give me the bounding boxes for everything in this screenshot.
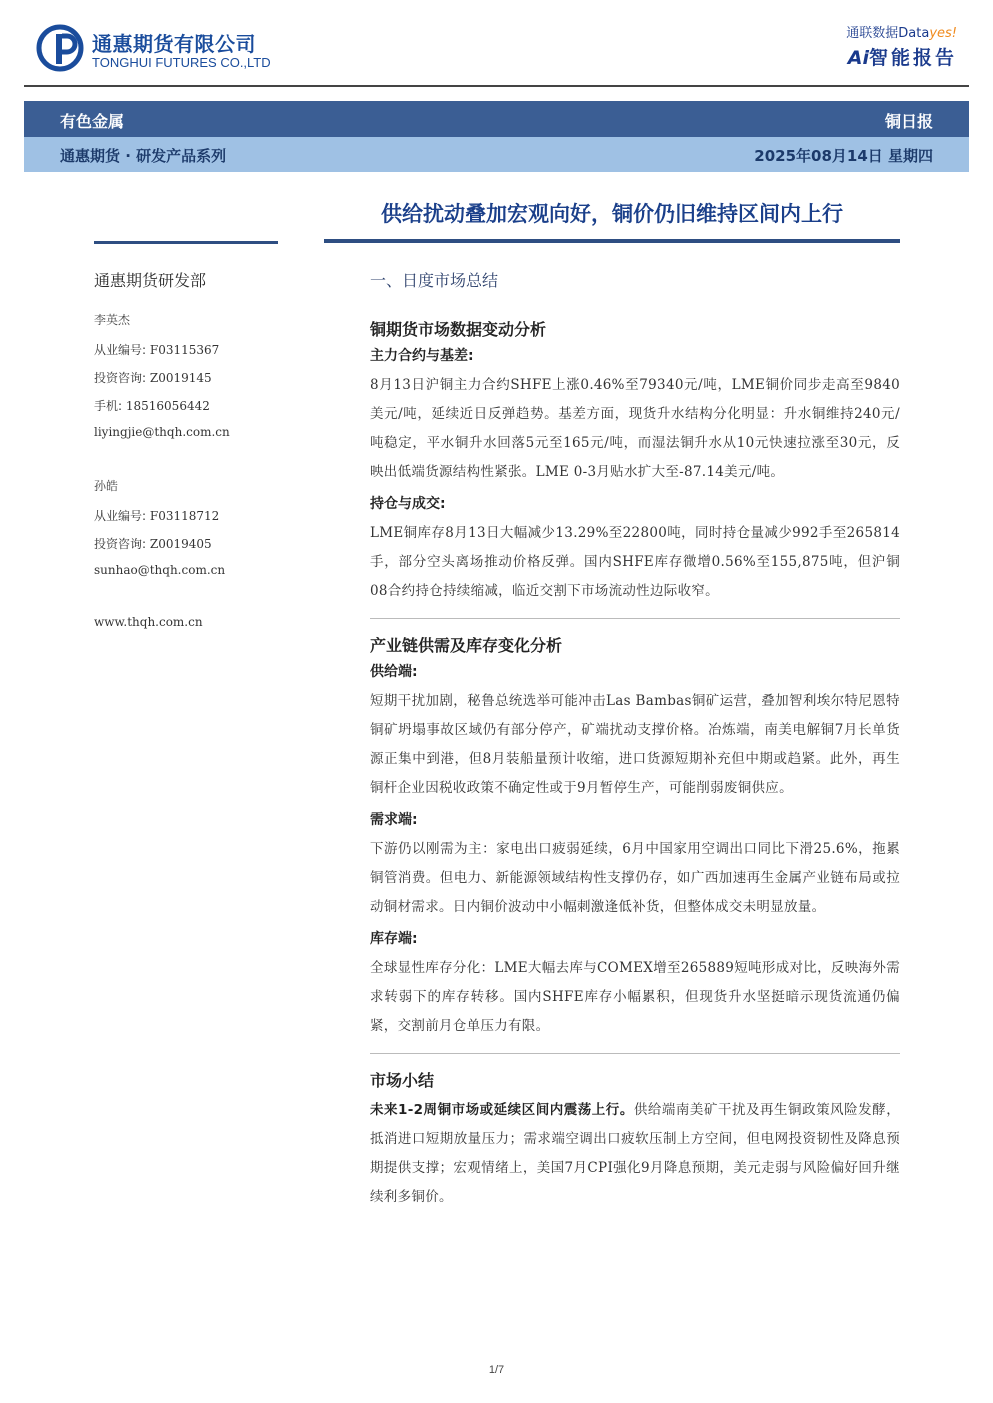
phone-value: 18516056442 [125,399,210,413]
website-link[interactable]: www.thqh.com.cn [94,615,203,629]
advisory-label: 投资咨询: [94,371,147,385]
paragraph: 全球显性库存分化：LME大幅去库与COMEX增至265889短吨形成对比，反映海外需求转弱下的库存转移。国内SHFE库存小幅累积，但现货升水坚挺暗示现货流通仍偏紧，交割前月仓单压力有限。 [370,960,900,1034]
license-label: 从业编号: [94,509,147,523]
department-name: 通惠期货研发部 [94,271,207,290]
report-headline: 供给扰动叠加宏观向好，铜价仍旧维持区间内上行 [381,202,843,226]
page-number: 1/7 [488,1364,505,1376]
paragraph: 下游仍以刚需为主：家电出口疲弱延续，6月中国家用空调出口同比下滑25.6%，拖累铜管消费。但电力、新能源领域结构性支撑仍存，如广西加速再生金属产业链布局或拉动铜材需求。日内铜价波动中小幅刺激逢低补货，但整体成交未明显放量。 [370,841,900,915]
summary-lead: 未来1-2周铜市场或延续区间内震荡上行。 [370,1102,634,1118]
brand-bottom-text: 智能报告 [868,47,957,69]
paragraph-heading: 主力合约与基差: [370,348,474,364]
brand-ai: Ai [847,47,869,69]
paragraph: 8月13日沪铜主力合约SHFE上涨0.46%至79340元/吨，LME铜价同步走高至9840美元/吨，延续近日反弹趋势。基差方面，现货升水结构分化明显：升水铜维持240元/吨稳定，平水铜升水回落5元至165元/吨，而湿法铜升水从10元快速拉涨至30元，反映出低端货源结构性紧张。LME 0-3月贴水扩大至-87.14美元/吨。 [370,377,900,480]
report-body [370,268,900,1212]
analyst-advisory [94,369,284,397]
analyst-card [94,311,284,453]
brand-top [817,22,957,41]
analyst-name: 孙皓 [94,479,119,493]
section-title: 一、日度市场总结 [370,271,499,290]
brand-top-yes: yes! [929,26,957,41]
license-value: F03115367 [149,343,220,357]
phone-label: 手机: [94,399,123,413]
section-divider [370,618,900,619]
report-type-label: 铜日报 [884,112,933,131]
license-label: 从业编号: [94,343,147,357]
category-label: 有色金属 [60,112,125,131]
summary-paragraph [370,1096,900,1212]
paragraph-heading: 库存端: [370,931,418,947]
header-divider [24,85,969,87]
main-top-rule [324,239,900,243]
brand-top-cn: 通联数据 [846,26,899,41]
advisory-value: Z0019145 [149,371,212,385]
analyst-name: 李英杰 [94,313,131,327]
paragraph-heading: 持仓与成交: [370,496,446,512]
subsection-title: 铜期货市场数据变动分析 [370,320,547,339]
paragraph-heading: 需求端: [370,812,418,828]
analyst-advisory [94,535,284,563]
company-name-cn: 通惠期货有限公司 [92,32,256,56]
license-value: F03118712 [149,509,220,523]
summary-text: 供给端南美矿干扰及再生铜政策风险发酵，抵消进口短期放量压力；需求端空调出口疲软压制上方空间，但电网投资韧性及降息预期提供支撑；宏观情绪上，美国7月CPI强化9月降息预期，美元走弱与风险偏好回升继续利多铜价。 [370,1102,900,1205]
report-date: 2025年08月14日 星期四 [754,147,933,165]
analyst-card [94,477,284,591]
brand-bottom [817,43,957,70]
brand-block [817,22,957,72]
subsection-title: 市场小结 [370,1071,435,1090]
analyst-phone [94,397,284,425]
subsection-title: 产业链供需及库存变化分析 [370,636,563,655]
paragraph: 短期干扰加剧，秘鲁总统选举可能冲击Las Bambas铜矿运营，叠加智利埃尔特尼恩特铜矿坍塌事故区域仍有部分停产，矿端扰动支撑价格。冶炼端，南美电解铜7月长单货源正集中到港，但8月装船量预计收缩，进口货源短期补充但中期或趋紧。此外，再生铜杆企业因税收政策不确定性或于9月暂停生产，可能削弱废铜供应。 [370,693,900,796]
author-sidebar [94,268,284,629]
series-bar [24,137,969,172]
advisory-value: Z0019405 [149,537,212,551]
analyst-license [94,341,284,369]
analyst-license [94,507,284,535]
paragraph-heading: 供给端: [370,664,418,680]
company-name-en: TONGHUI FUTURES CO.,LTD [92,55,271,70]
company-logo [36,24,276,74]
analyst-email[interactable]: sunhao@thqh.com.cn [94,563,226,577]
sidebar-top-rule [94,241,278,244]
brand-top-en: Data [898,26,930,41]
analyst-email[interactable]: liyingjie@thqh.com.cn [94,425,230,439]
advisory-label: 投资咨询: [94,537,147,551]
paragraph: LME铜库存8月13日大幅减少13.29%至22800吨，同时持仓量减少992手至265814手，部分空头离场推动价格反弹。国内SHFE库存微增0.56%至155,875吨，但沪铜08合约持仓持续缩减，临近交割下市场流动性边际收窄。 [370,525,900,599]
section-divider [370,1053,900,1054]
company-logo-icon [36,24,84,72]
category-bar [24,101,969,137]
series-label: 通惠期货 · 研发产品系列 [60,147,227,165]
